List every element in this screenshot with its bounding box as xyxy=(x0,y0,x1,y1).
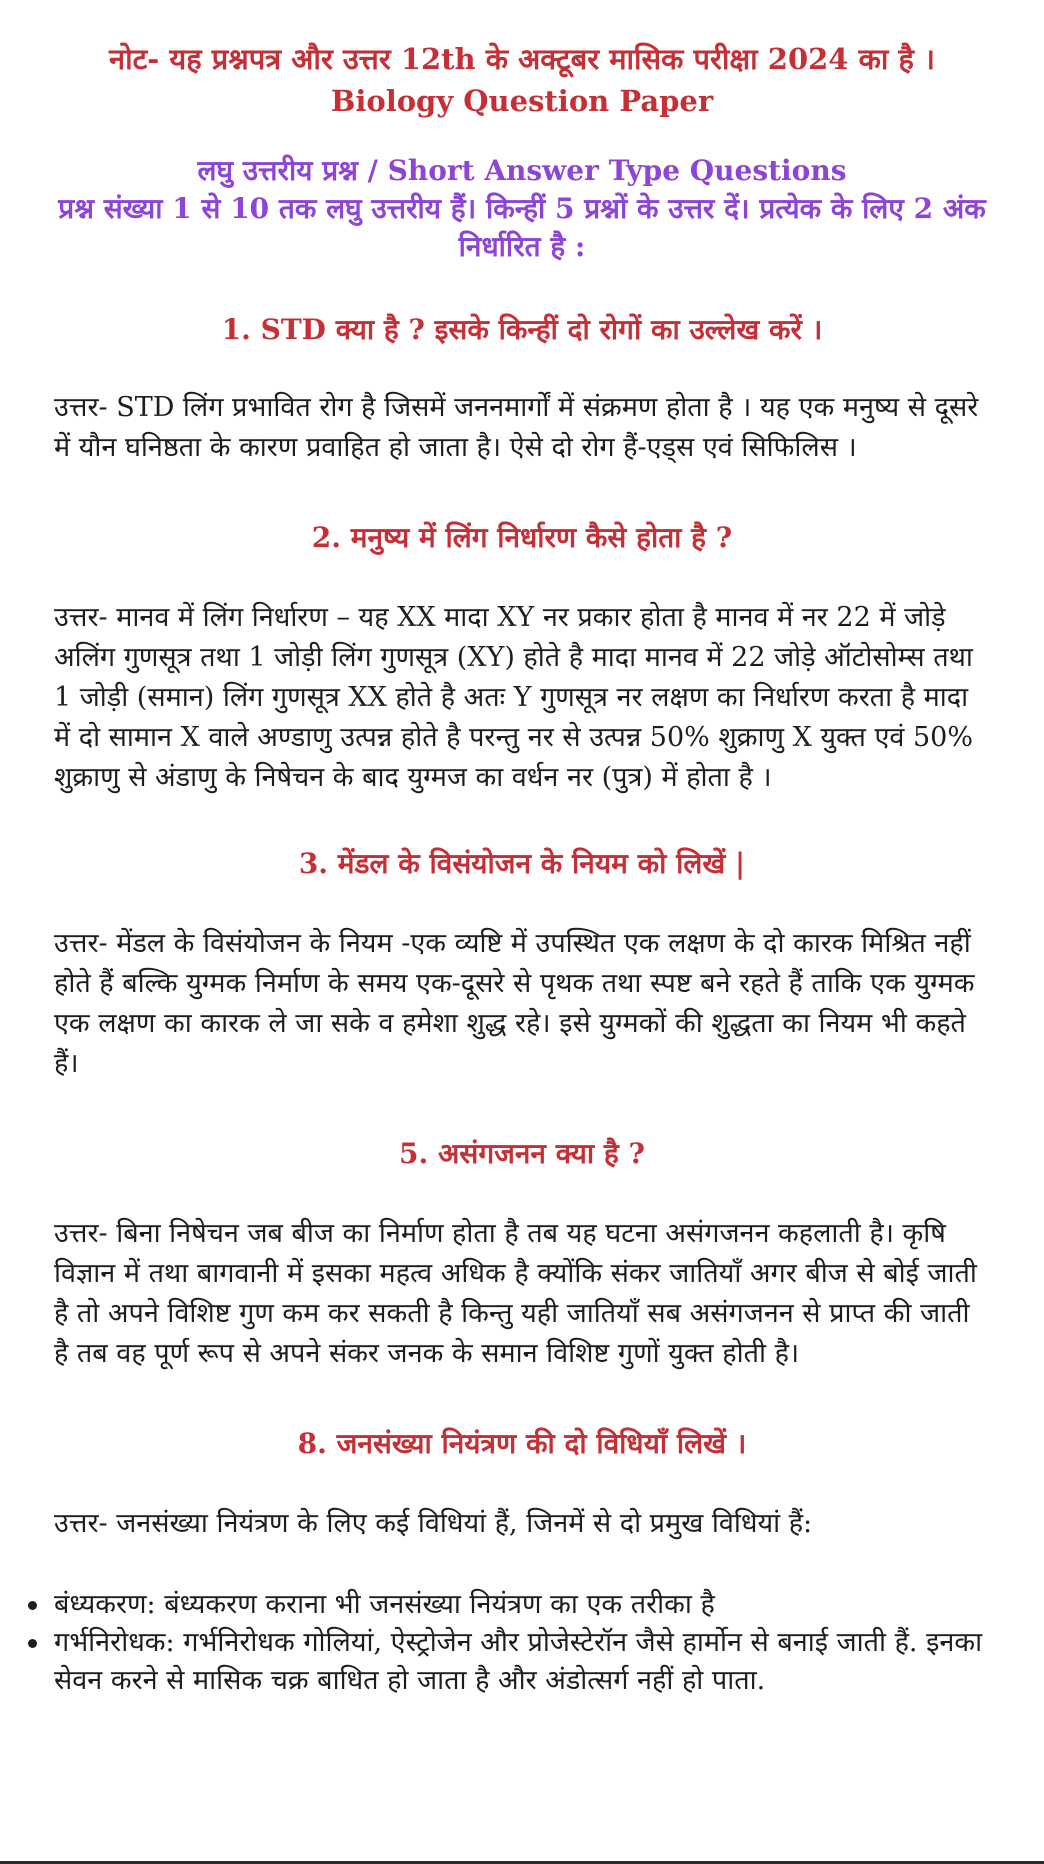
section-title: लघु उत्तरीय प्रश्न / Short Answer Type Questions xyxy=(197,154,847,187)
methods-list xyxy=(28,1586,990,1700)
list-item xyxy=(28,1624,990,1700)
question-3: 3. मेंडल के विसंयोजन के नियम को लिखें | xyxy=(298,847,746,880)
method-sterilization: बंध्यकरण: बंध्यकरण कराना भी जनसंख्या नियंत्रण का एक तरीका है xyxy=(54,1589,715,1620)
question-1: 1. STD क्या है ? इसके किन्हीं दो रोगों का उल्लेख करें । xyxy=(221,313,823,346)
bullet-icon xyxy=(28,1601,37,1610)
answer-1: उत्तर- STD लिंग प्रभावित रोग है जिसमें जननमार्गों में संक्रमण होता है । यह एक मनुष्य से दूसरे में यौन घनिष्ठता के कारण प्रवाहित हो जाता है। ऐसे दो रोग हैं-एड्स एवं सिफिलिस । xyxy=(54,392,979,463)
answer-5: उत्तर- बिना निषेचन जब बीज का निर्माण होता है तब यह घटना असंगजनन कहलाती है। कृषि विज्ञान में तथा बागवानी में इसका महत्व अधिक है क्योंकि संकर जातियाँ अगर बीज से बोई जाती है तो अपने विशिष्ट गुण कम कर सकती है किन्तु यही जातियाँ सब असंगजनन से प्राप्त की जाती है तब वह पूर्ण रूप से अपने संकर जनक के समान विशिष्ट गुणों युक्त होती है। xyxy=(54,1218,977,1369)
paper-title: Biology Question Paper xyxy=(330,84,714,118)
section-instructions: प्रश्न संख्या 1 से 10 तक लघु उत्तरीय हैं। किन्हीं 5 प्रश्नों के उत्तर दें। प्रत्येक के लिए 2 अंक निर्धारित है : xyxy=(58,192,986,263)
question-8: 8. जनसंख्या नियंत्रण की दो विधियाँ लिखें । xyxy=(297,1427,747,1460)
answer-3: उत्तर- मेंडल के विसंयोजन के नियम -एक व्यष्टि में उपस्थित एक लक्षण के दो कारक मिश्रित नहीं होते हैं बल्कि युग्मक निर्माण के समय एक-दूसरे से पृथक तथा स्पष्ट बने रहते हैं ताकि एक युग्मक एक लक्षण का कारक ले जा सके व हमेशा शुद्ध रहे। इसे युग्मकों की शुद्धता का नियम भी कहते हैं। xyxy=(54,928,975,1079)
method-contraceptive: गर्भनिरोधक: गर्भनिरोधक गोलियां, ऐस्ट्रोजेन और प्रोजेस्टेरॉन जैसे हार्मोन से बनाई जाती हैं. इनका सेवन करने से मासिक चक्र बाधित हो जाता है और अंडोत्सर्ग नहीं हो पाता. xyxy=(54,1627,983,1696)
list-item xyxy=(28,1586,990,1624)
question-2: 2. मनुष्य में लिंग निर्धारण कैसे होता है ? xyxy=(311,521,733,554)
answer-2: उत्तर- मानव में लिंग निर्धारण – यह XX मादा XY नर प्रकार होता है मानव में नर 22 में जोड़े अलिंग गुणसूत्र तथा 1 जोड़ी लिंग गुणसूत्र (XY) होते है मादा मानव में 22 जोड़े ऑटोसोम्स तथा 1 जोड़ी (समान) लिंग गुणसूत्र XX होते है अतः Y गुणसूत्र नर लक्षण का निर्धारण करता है मादा में दो सामान X वाले अण्डाणु उत्पन्न होते है परन्तु नर से उत्पन्न 50% शुक्राणु X युक्त एवं 50% शुक्राणु से अंडाणु के निषेचन के बाद युग्मज का वर्धन नर (पुत्र) में होता है । xyxy=(54,602,974,793)
exam-note: नोट- यह प्रश्नपत्र और उत्तर 12th के अक्टूबर मासिक परीक्षा 2024 का है । xyxy=(109,42,935,76)
question-5: 5. असंगजनन क्या है ? xyxy=(399,1137,645,1170)
answer-8: उत्तर- जनसंख्या नियंत्रण के लिए कई विधियां हैं, जिनमें से दो प्रमुख विधियां हैं: xyxy=(54,1508,813,1539)
bullet-icon xyxy=(28,1639,37,1648)
